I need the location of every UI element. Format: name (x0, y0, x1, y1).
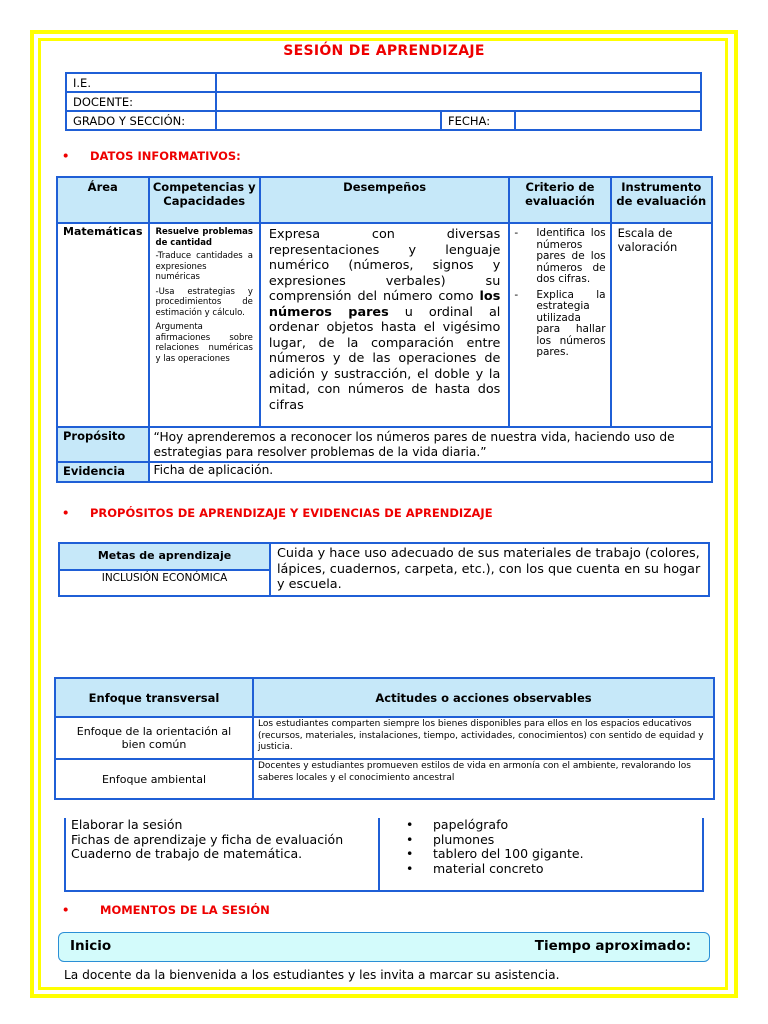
preparacion-item: Cuaderno de trabajo de matemática. (71, 846, 303, 861)
enfoque-actitud: Docentes y estudiantes promueven estilos de vida en armonía con el ambiente, revalorando los saberes locales y el conocimiento ancestral (253, 759, 714, 799)
header-enfoque: Enfoque transversal (55, 678, 253, 717)
inicio-label: Inicio (70, 938, 112, 954)
metas-label: Metas de aprendizaje (59, 543, 270, 570)
proposito-label: Propósito (57, 427, 149, 462)
criterio-item: - Explica la estrategia utilizada para hallar los números pares. (514, 288, 606, 358)
enfoque-actitud: Los estudiantes comparten siempre los bienes disponibles para ellos en los espacios educativos (recursos, materiales, instalaciones, tiempo, actividades, conocimientos) con sentido de equidad y justicia. (253, 717, 714, 759)
competencia-cell (149, 223, 260, 427)
fecha-label: FECHA: (441, 111, 515, 130)
docente-label: DOCENTE: (66, 92, 216, 111)
evidencia-label: Evidencia (57, 462, 149, 482)
grado-label: GRADO Y SECCIÓN: (66, 111, 216, 130)
docente-value-field[interactable] (216, 92, 701, 111)
header-competencia: Competencias y Capacidades (149, 177, 260, 223)
instrumento-value: Escala de valoración (611, 223, 712, 427)
inicio-text: La docente da la bienvenida a los estudiantes y les invita a marcar su asistencia. (64, 968, 560, 982)
datos-heading-text: DATOS INFORMATIVOS: (90, 149, 241, 163)
bullet-icon: • (406, 817, 414, 832)
header-criterio: Criterio de evaluación (509, 177, 610, 223)
materiales-list (406, 818, 584, 876)
ie-info-table (65, 72, 702, 131)
enfoque-name: Enfoque ambiental (55, 759, 253, 799)
desempeno-cell (260, 223, 509, 427)
header-desempenos: Desempeños (260, 177, 509, 223)
metas-text: Cuida y hace uso adecuado de sus materiales de trabajo (colores, lápices, cuadernos, carpeta, etc.), con los que cuenta en su hogar y escuela. (270, 543, 709, 596)
capacidad-item: -Usa estrategias y procedimientos de estimación y cálculo. (155, 286, 253, 318)
preparacion-left-column (71, 818, 378, 862)
bullet-icon: • (406, 860, 414, 876)
ie-label: I.E. (66, 73, 216, 92)
enfoque-name: Enfoque de la orientación al bien común (55, 717, 253, 759)
area-value: Matemáticas (57, 223, 149, 427)
momentos-heading (62, 903, 270, 917)
material-item: • material concreto (406, 860, 544, 876)
enfoque-table (54, 677, 715, 800)
preparacion-item: Elaborar la sesión (71, 817, 183, 832)
proposito-text: “Hoy aprenderemos a reconocer los números pares de nuestra vida, haciendo uso de estrategias para resolver problemas de la vida diaria.” (149, 427, 713, 462)
desempeno-text-1: Expresa con diversas representaciones y lenguaje numérico (números, signos y expresiones verbales) su comprensión del número como (268, 227, 501, 304)
capacidad-item: -Traduce cantidades a expresiones numéricas (155, 251, 253, 282)
datos-informativos-table (56, 176, 713, 483)
material-item: • plumones (406, 831, 495, 847)
desempeno-bold: los números pares (268, 289, 501, 320)
momentos-heading-text: MOMENTOS DE LA SESIÓN (100, 903, 270, 917)
preparacion-box (64, 818, 704, 892)
evidencia-text: Ficha de aplicación. (149, 462, 713, 482)
tiempo-label: Tiempo aproximado: (534, 938, 691, 954)
header-instrumento: Instrumento de evaluación (611, 177, 712, 223)
inclusion-label: INCLUSIÓN ECONÓMICA (59, 570, 270, 596)
bullet-icon: • (62, 149, 70, 163)
preparacion-divider (378, 818, 380, 890)
desempeno-text-2: u ordinal al ordenar objetos hasta el vigésimo lugar, de la comparación entre números y de las operaciones de adición y sustracción, el doble y la mitad, con números de hasta dos cifras (268, 304, 501, 413)
document-title: SESIÓN DE APRENDIZAJE (283, 43, 485, 59)
capacidad-item: Argumenta afirmaciones sobre relaciones numéricas y las operaciones (155, 322, 253, 364)
ie-value-field[interactable] (216, 73, 701, 92)
bullet-icon: • (406, 831, 414, 847)
metas-table (58, 542, 710, 597)
bullet-icon: • (62, 506, 70, 520)
material-item: • papelógrafo (406, 817, 509, 832)
bullet-icon: • (62, 903, 70, 917)
header-area: Área (57, 177, 149, 223)
criterio-cell (509, 223, 610, 427)
header-actitudes: Actitudes o acciones observables (253, 678, 714, 717)
preparacion-item: Fichas de aprendizaje y ficha de evaluación (71, 831, 344, 847)
propositos-heading-text: PROPÓSITOS DE APRENDIZAJE Y EVIDENCIAS DE APRENDIZAJE (90, 506, 493, 520)
competencia-title: Resuelve problemas de cantidad (155, 227, 253, 248)
propositos-heading (62, 506, 493, 520)
grado-value-field[interactable] (216, 111, 441, 130)
inicio-box (58, 932, 710, 962)
criterio-item: - Identifica los números pares de los números de dos cifras. (514, 227, 606, 285)
material-item: • tablero del 100 gigante. (406, 846, 584, 861)
datos-informativos-heading (62, 149, 241, 163)
bullet-icon: • (406, 846, 414, 861)
fecha-value-field[interactable] (515, 111, 701, 130)
